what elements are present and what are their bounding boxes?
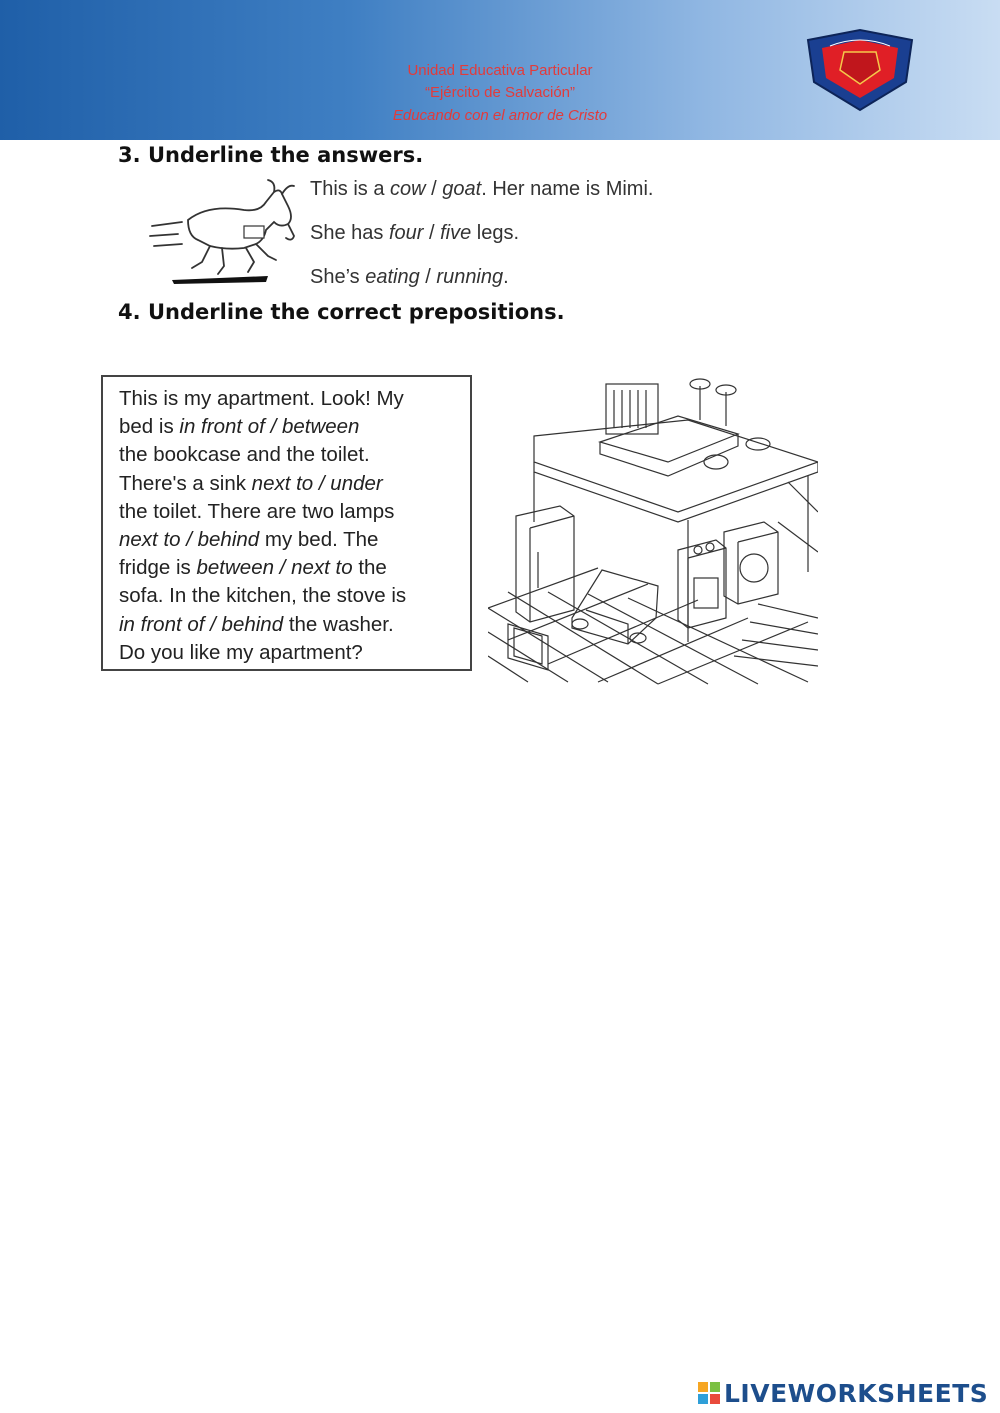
text-line-6 <box>119 526 470 554</box>
text-line-2 <box>119 413 470 441</box>
line-2-text-after: legs. <box>471 222 520 244</box>
choice-bed-position[interactable]: in front of / between <box>179 415 360 439</box>
exercise-3-number: 3. <box>118 143 141 167</box>
exercise-4-title: Underline the correct prepositions. <box>148 300 565 324</box>
line-1-separator: / <box>425 178 443 200</box>
text-line-5: the toilet. There are two lamps <box>119 499 395 523</box>
exercise-3-heading <box>118 143 423 167</box>
goat-illustration <box>148 178 308 290</box>
liveworksheets-brand: LIVEWORKSHEETS <box>724 1378 989 1408</box>
line-3-text-after: . <box>503 266 509 288</box>
text-line-4-a: There's a sink <box>119 471 252 495</box>
apartment-text-box <box>101 375 472 671</box>
option-five[interactable]: five <box>440 222 472 244</box>
line-3-separator: / <box>419 266 437 288</box>
line-2-text-before: She has <box>310 222 389 244</box>
text-line-8: sofa. In the kitchen, the stove is <box>119 584 407 608</box>
school-line-2: “Ejército de Salvación” <box>424 84 576 101</box>
text-line-7-a: fridge is <box>119 556 197 580</box>
exercise-4-number: 4. <box>118 300 141 324</box>
text-line-7-c: the <box>352 556 387 580</box>
text-line-3: the bookcase and the toilet. <box>119 443 370 467</box>
option-eating[interactable]: eating <box>365 266 420 288</box>
choice-fridge-position[interactable]: between / next to <box>196 556 353 580</box>
header-banner <box>0 0 1000 140</box>
text-line-1: This is my apartment. Look! My <box>119 387 404 410</box>
option-four[interactable]: four <box>388 222 424 244</box>
exercise-3-title: Underline the answers. <box>148 143 424 167</box>
school-line-1: Unidad Educativa Particular <box>407 62 593 79</box>
text-line-9-b: the washer. <box>283 612 394 636</box>
exercise-4-heading <box>118 300 565 324</box>
choice-stove-position[interactable]: in front of / behind <box>119 612 284 636</box>
liveworksheets-watermark <box>698 1378 988 1408</box>
option-goat[interactable]: goat <box>442 178 482 200</box>
text-line-4 <box>119 470 470 498</box>
school-motto: Educando con el amor de Cristo <box>392 107 608 124</box>
exercise-3-line-2 <box>310 222 519 245</box>
liveworksheets-logo-icon <box>698 1382 720 1404</box>
text-line-10: Do you like my apartment? <box>119 640 363 664</box>
line-1-text-before: This is a <box>310 178 391 200</box>
text-line-9 <box>119 611 470 639</box>
option-cow[interactable]: cow <box>390 178 426 200</box>
school-name-block <box>300 60 700 128</box>
text-line-6-b: my bed. The <box>259 528 379 552</box>
line-1-text-after: . Her name is Mimi. <box>481 178 654 200</box>
choice-lamps-position[interactable]: next to / behind <box>119 528 260 552</box>
school-logo <box>800 26 920 114</box>
exercise-3-line-3 <box>310 266 509 289</box>
text-line-7 <box>119 554 470 582</box>
apartment-illustration <box>488 372 818 686</box>
text-line-2-a: bed is <box>119 415 180 439</box>
exercise-3-line-1 <box>310 178 653 201</box>
line-2-separator: / <box>423 222 441 244</box>
choice-sink-position[interactable]: next to / under <box>251 471 383 495</box>
option-running[interactable]: running <box>436 266 504 288</box>
line-3-text-before: She’s <box>310 266 366 288</box>
